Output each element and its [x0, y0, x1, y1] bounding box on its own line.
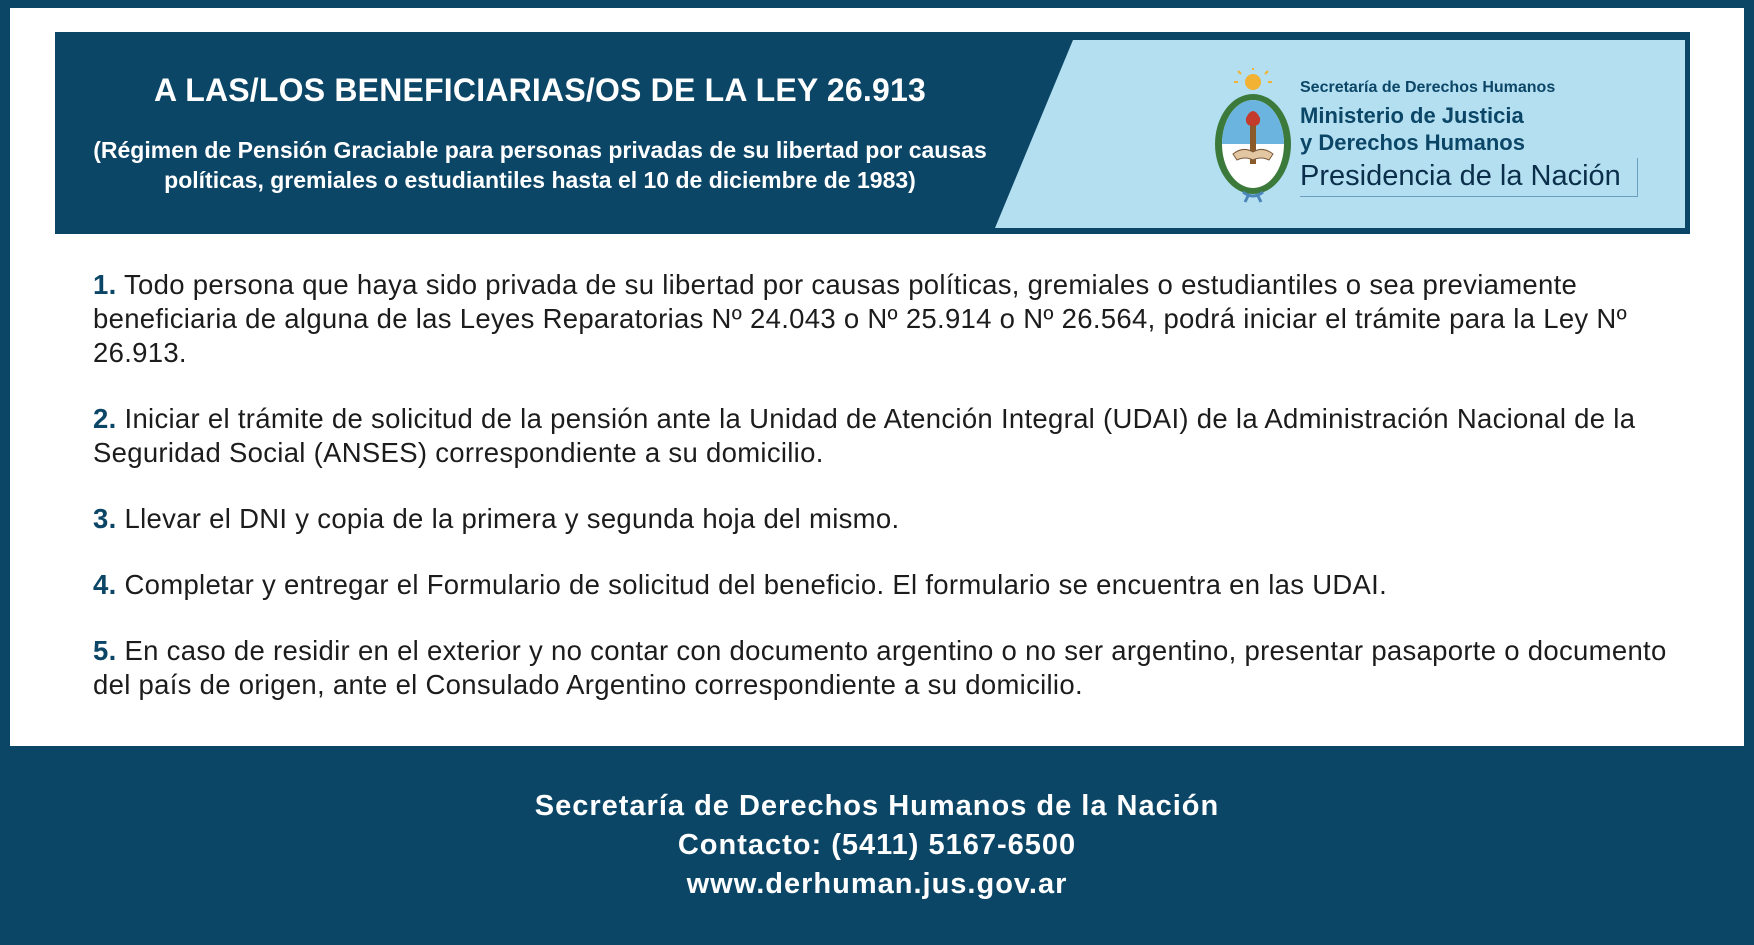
item-number: 1.	[93, 269, 117, 300]
item-text: Llevar el DNI y copia de la primera y segunda hoja del mismo.	[124, 503, 900, 534]
page-title: A LAS/LOS BENEFICIARIAS/OS DE LA LEY 26.913	[153, 71, 927, 108]
item-text: Todo persona que haya sido privada de su libertad por causas políticas, gremiales o estudiantiles o sea previamente beneficiaria de alguna de las Leyes Reparatorias Nº 24.043 o Nº 25.914 o Nº 26.564, podrá iniciar el trámite para la Ley Nº 26.913.	[93, 269, 1627, 368]
list-item	[93, 502, 1693, 536]
footer-phone: Contacto: (5411) 5167-6500	[677, 829, 1077, 861]
logo-panel	[1025, 40, 1682, 228]
item-text: Iniciar el trámite de solicitud de la pensión ante la Unidad de Atención Integral (UDAI) de la Administración Nacional de la Seguridad Social (ANSES) correspondiente a su domicilio.	[93, 403, 1636, 468]
page-subtitle: (Régimen de Pensión Graciable para personas privadas de su libertad por causas políticas, gremiales o estudiantiles hasta el 10 de diciembre de 1983)	[93, 136, 987, 193]
ministry-label	[1300, 78, 1638, 197]
secretaria-label: Secretaría de Derechos Humanos	[1300, 79, 1556, 96]
ministerio-label-line1: Ministerio de Justicia	[1300, 103, 1524, 128]
requirements-list	[93, 268, 1693, 734]
footer-contact	[0, 746, 1754, 945]
presidencia-label: Presidencia de la Nación	[1300, 158, 1638, 197]
item-text: Completar y entregar el Formulario de solicitud del beneficio. El formulario se encuentra en las UDAI.	[124, 569, 1388, 600]
item-number: 3.	[93, 503, 117, 534]
list-item	[93, 568, 1693, 602]
argentina-coat-of-arms-icon	[1213, 68, 1293, 204]
item-text: En caso de residir en el exterior y no contar con documento argentino o no ser argentino, presentar pasaporte o documento del país de origen, ante el Consulado Argentino correspondiente a su domicilio.	[93, 635, 1667, 700]
footer-website-link[interactable]: www.derhuman.jus.gov.ar	[686, 868, 1068, 900]
list-item	[93, 268, 1693, 370]
ministerio-label-line2: y Derechos Humanos	[1300, 130, 1525, 155]
header-text	[55, 32, 1025, 234]
list-item	[93, 634, 1693, 702]
footer-org: Secretaría de Derechos Humanos de la Nación	[534, 790, 1220, 822]
list-item	[93, 402, 1693, 470]
item-number: 5.	[93, 635, 117, 666]
item-number: 4.	[93, 569, 117, 600]
header-banner	[55, 32, 1690, 234]
item-number: 2.	[93, 403, 117, 434]
